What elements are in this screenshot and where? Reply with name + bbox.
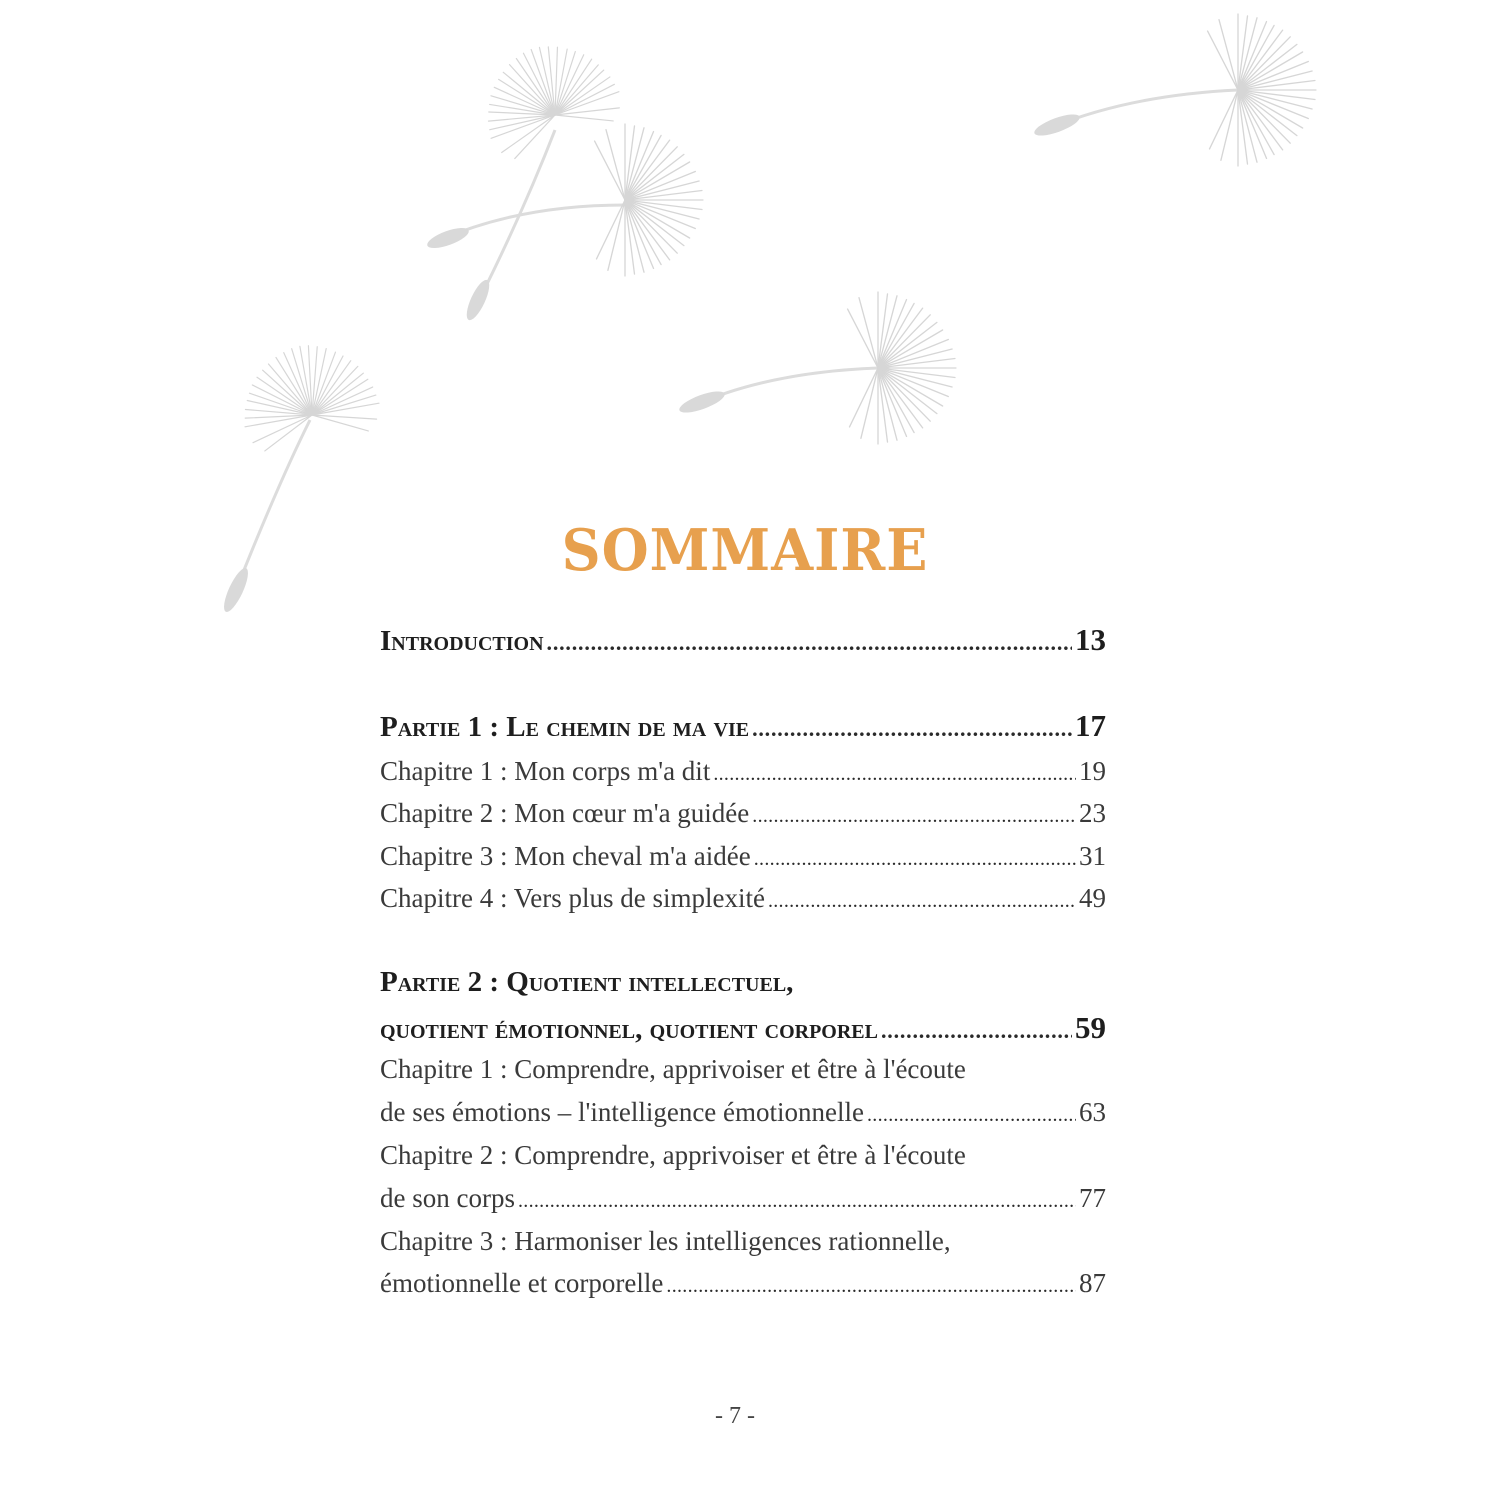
dot-leader [547,630,1072,656]
toc-entry-part2-chapter-3-line-1[interactable] [380,1226,1106,1257]
toc-entry-label: Chapitre 3 : Mon cheval m'a aidée [380,841,751,871]
toc-entry-part-2-line-1[interactable] [380,966,1106,999]
toc-entry-part2-chapter-2-line-2[interactable] [380,1183,1106,1214]
dot-leader [752,716,1072,742]
toc-entry-part-1[interactable] [380,708,1106,744]
dot-leader [881,1018,1072,1044]
dandelion-seed-icon [425,124,703,276]
toc-entry-page: 19 [1079,756,1106,786]
toc-entry-part1-chapter-3[interactable] [380,841,1106,872]
toc-entry-label: émotionnelle et corporelle [380,1268,664,1298]
toc-entry-page: 59 [1075,1010,1106,1045]
toc-entry-label: Partie 2 : Quotient intellectuel, [380,966,794,998]
toc-entry-label: Chapitre 4 : Vers plus de simplexité [380,883,765,913]
toc-entry-label: Partie 1 : Le chemin de ma vie [380,711,750,743]
toc-entry-label: Chapitre 3 : Harmoniser les intelligences rationnelle, [380,1226,951,1256]
toc-entry-part1-chapter-2[interactable] [380,798,1106,829]
toc-entry-label: de ses émotions – l'intelligence émotionnelle [380,1097,864,1127]
toc-entry-page: 31 [1079,841,1106,871]
toc-entry-part2-chapter-1-line-2[interactable] [380,1097,1106,1128]
toc-entry-part2-chapter-3-line-2[interactable] [380,1268,1106,1299]
toc-entry-label: Chapitre 2 : Comprendre, apprivoiser et être à l'écoute [380,1140,966,1170]
dot-leader [754,848,1076,871]
toc-entry-label: quotient émotionnel, quotient corporel [380,1013,878,1045]
toc-entry-part-2-line-2[interactable] [380,1010,1106,1046]
dot-leader [713,763,1076,786]
toc-entry-label: de son corps [380,1183,515,1213]
dandelion-seed-icon [462,26,628,323]
dot-leader [518,1190,1076,1213]
dandelion-seed-icon [1032,14,1316,166]
dot-leader [666,1275,1076,1298]
toc-entry-label: Chapitre 1 : Mon corps m'a dit [380,756,711,786]
toc-entry-label: Chapitre 1 : Comprendre, apprivoiser et être à l'écoute [380,1054,966,1084]
toc-entry-page: 63 [1079,1097,1106,1127]
toc-entry-part2-chapter-1-line-1[interactable] [380,1054,1106,1085]
dot-leader [768,890,1076,913]
toc-entry-label: Introduction [380,625,544,657]
toc-entry-page: 87 [1079,1268,1106,1298]
toc-entry-label: Chapitre 2 : Mon cœur m'a guidée [380,798,750,828]
toc-entry-part1-chapter-1[interactable] [380,756,1106,787]
toc-entry-introduction[interactable] [380,622,1106,658]
toc-entry-page: 13 [1075,622,1106,657]
toc-entry-page: 77 [1079,1183,1106,1213]
toc-entry-part2-chapter-2-line-1[interactable] [380,1140,1106,1171]
toc-entry-part1-chapter-4[interactable] [380,883,1106,914]
dandelion-seed-icon [677,292,956,444]
toc-entry-page: 49 [1079,883,1106,913]
toc-entry-page: 23 [1079,798,1106,828]
page-title: SOMMAIRE [561,516,929,584]
page-number: - 7 - [715,1403,755,1429]
toc-entry-page: 17 [1075,708,1106,743]
dot-leader [752,805,1076,828]
dot-leader [867,1104,1076,1127]
